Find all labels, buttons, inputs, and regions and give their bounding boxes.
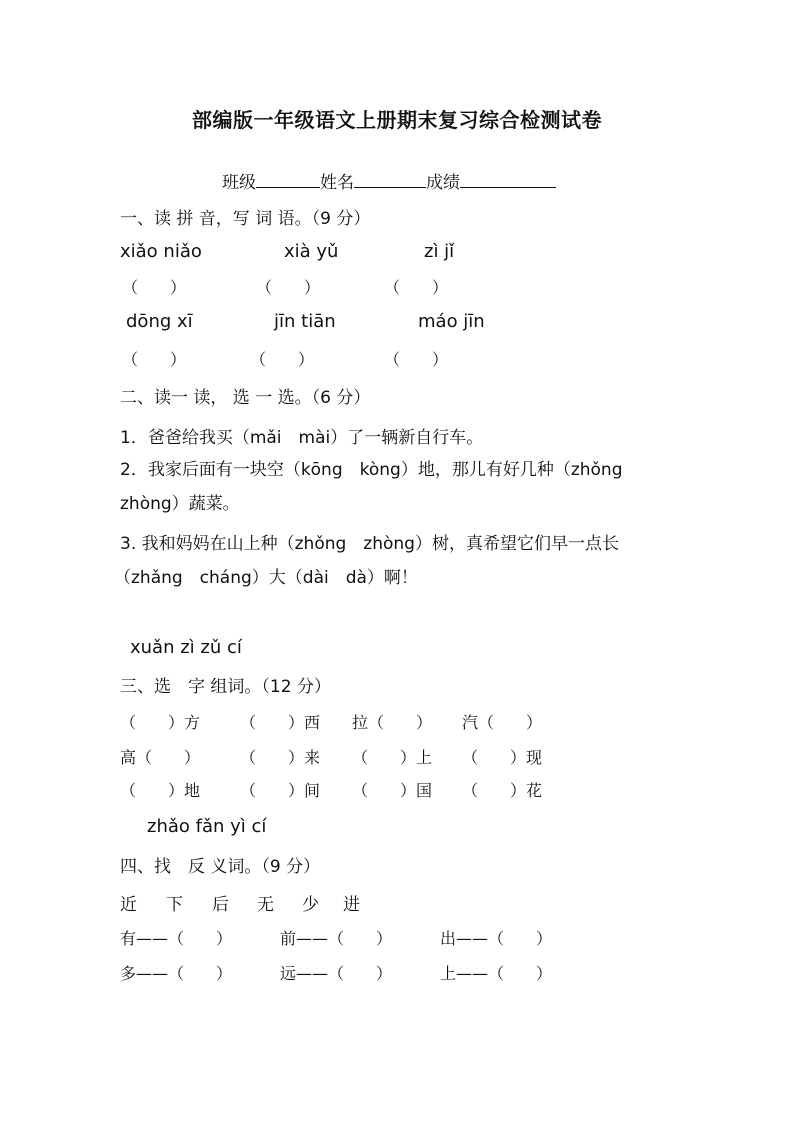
section2-heading: 二、读一 读， 选 一 选。（6 分） (120, 388, 371, 408)
pinyin-1: xiǎo niǎo (120, 241, 202, 262)
pinyin-4: dōng xī (126, 311, 193, 332)
class-blank[interactable] (256, 171, 320, 188)
section4-pinyin: zhǎo fǎn yì cí (147, 816, 267, 837)
answer-blank-5[interactable]: （ ） (250, 350, 315, 369)
fill-1[interactable]: （ ）方 (120, 713, 201, 732)
antonym-4[interactable]: 多——（ ） (120, 964, 233, 983)
pinyin-5: jīn tiān (274, 311, 336, 332)
antonym-2[interactable]: 前——（ ） (280, 929, 393, 948)
fill-5[interactable]: 高（ ） (120, 748, 201, 767)
question-3-line1: 3. 我和妈妈在山上种（zhǒng zhòng）树，真希望它们早一点长 (120, 534, 619, 554)
score-label: 成绩 (426, 173, 460, 193)
question-2-line2: zhòng）蔬菜。 (120, 494, 240, 514)
name-label: 姓名 (320, 173, 354, 193)
pinyin-3: zì jǐ (424, 241, 455, 262)
fill-3[interactable]: 拉（ ） (352, 713, 433, 732)
fill-9[interactable]: （ ）地 (120, 781, 201, 800)
word-2: 下 (166, 895, 183, 915)
name-blank[interactable] (354, 171, 426, 188)
word-5: 少 (302, 895, 319, 915)
answer-blank-2[interactable]: （ ） (256, 278, 321, 297)
fill-6[interactable]: （ ）来 (240, 748, 321, 767)
fill-7[interactable]: （ ）上 (352, 748, 433, 767)
class-label: 班级 (222, 173, 256, 193)
answer-blank-3[interactable]: （ ） (384, 278, 449, 297)
question-3-line2: （zhǎng cháng）大（dài dà）啊！ (114, 568, 418, 588)
fill-8[interactable]: （ ）现 (462, 748, 543, 767)
word-4: 无 (257, 895, 274, 915)
fill-12[interactable]: （ ）花 (462, 781, 543, 800)
antonym-5[interactable]: 远——（ ） (280, 964, 393, 983)
section3-heading: 三、选 字 组词。（12 分） (120, 677, 331, 697)
answer-blank-6[interactable]: （ ） (384, 350, 449, 369)
answer-blank-1[interactable]: （ ） (122, 278, 187, 297)
antonym-1[interactable]: 有——（ ） (120, 929, 233, 948)
question-2-line1: 2．我家后面有一块空（kōng kòng）地，那儿有好几种（zhǒng (120, 460, 623, 480)
fill-4[interactable]: 汽（ ） (462, 713, 543, 732)
fill-11[interactable]: （ ）国 (352, 781, 433, 800)
pinyin-6: máo jīn (418, 311, 485, 332)
antonym-3[interactable]: 出——（ ） (440, 929, 553, 948)
section1-heading: 一、读 拼 音，写 词 语。（9 分） (120, 209, 371, 229)
pinyin-2: xià yǔ (284, 241, 339, 262)
answer-blank-4[interactable]: （ ） (122, 350, 187, 369)
student-info-line (222, 168, 556, 193)
section4-heading: 四、找 反 义词。（9 分） (120, 857, 321, 877)
antonym-6[interactable]: 上——（ ） (440, 964, 553, 983)
word-6: 进 (343, 895, 360, 915)
fill-10[interactable]: （ ）间 (240, 781, 321, 800)
question-1: 1．爸爸给我买（mǎi mài）了一辆新自行车。 (120, 428, 484, 448)
fill-2[interactable]: （ ）西 (240, 713, 321, 732)
word-3: 后 (212, 895, 229, 915)
page-title: 部编版一年级语文上册期末复习综合检测试卷 (192, 108, 602, 132)
score-blank[interactable] (460, 171, 556, 188)
section3-pinyin: xuǎn zì zǔ cí (130, 637, 242, 658)
word-1: 近 (120, 895, 137, 915)
